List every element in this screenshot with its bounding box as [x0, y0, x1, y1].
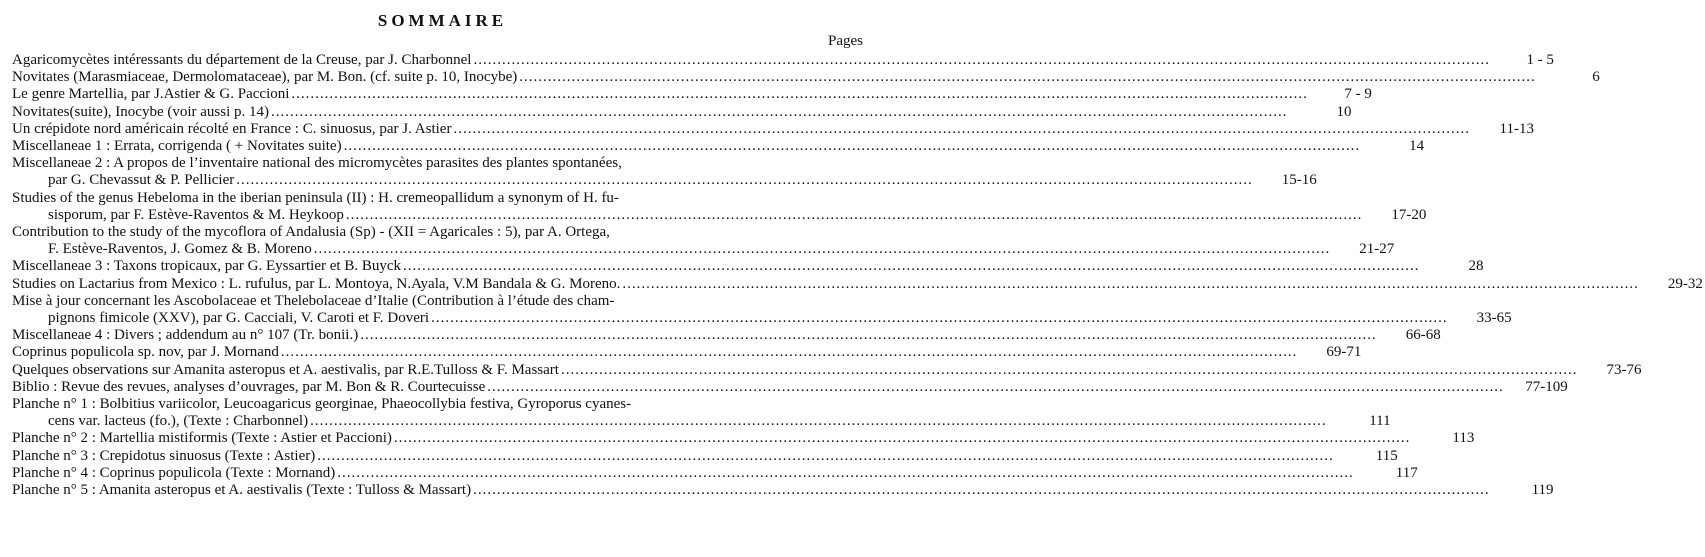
toc-entry	[12, 120, 1534, 138]
toc-entry-pages: 77-109	[1525, 378, 1568, 395]
dot-leader	[360, 327, 1377, 344]
dot-leader	[271, 104, 1288, 121]
dot-leader	[394, 430, 1411, 447]
toc-entry	[12, 52, 1554, 69]
toc-entry-pages: 117	[1395, 464, 1418, 481]
toc-entry	[12, 258, 1484, 275]
dot-leader	[346, 207, 1363, 224]
toc-entry-text: Planche n° 4 : Coprinus populicola (Texte : Mornand)	[12, 464, 336, 481]
page-title: SOMMAIRE	[377, 11, 508, 30]
toc-entry-text: Contribution to the study of the mycoflora of Andalusia (Sp) - (XII = Agaricales : 5), par A. Ortega,	[12, 224, 610, 241]
toc-entry-text: cens var. lacteus (fo.), (Texte : Charbonnel)	[48, 413, 309, 430]
table-of-contents	[12, 52, 1703, 499]
toc-entry	[12, 103, 1352, 121]
toc-entry	[12, 430, 1475, 447]
toc-entry-text: Miscellaneae 1 : Errata, corrigenda ( + Novitates suite)	[12, 138, 342, 155]
dot-leader	[314, 241, 1331, 258]
toc-entry-pages: 29-32	[1667, 275, 1703, 292]
dot-leader	[561, 362, 1578, 379]
dot-leader	[291, 86, 1308, 103]
dot-leader	[519, 69, 1536, 86]
toc-entry	[12, 155, 1317, 189]
toc-entry-pages: 15-16	[1281, 172, 1317, 189]
toc-entry-text: Planche n° 1 : Bolbitius variicolor, Leucoagaricus georginae, Phaeocollybia festiva, Gyroporus cyanes-	[12, 396, 632, 413]
toc-entry-pages: 33-65	[1476, 310, 1512, 327]
toc-entry	[12, 327, 1441, 344]
toc-entry-text: Novitates (Marasmiaceae, Dermolomataceae), par M. Bon. (cf. suite p. 10, Inocybe)	[12, 69, 518, 86]
dot-leader	[473, 52, 1490, 69]
toc-entry-pages: 73-76	[1606, 361, 1642, 378]
toc-entry-pages: 14	[1409, 138, 1425, 155]
dot-leader	[337, 465, 1354, 482]
toc-entry	[12, 396, 1391, 430]
toc-entry	[12, 344, 1362, 361]
toc-entry-text: Un crépidote nord américain récolté en France : C. sinuosus, par J. Astier	[12, 120, 452, 137]
toc-entry-text: Planche n° 5 : Amanita asteropus et A. aestivalis (Texte : Tulloss & Massart)	[12, 482, 472, 499]
toc-entry-text: Studies on Lactarius from Mexico : L. rufulus, par L. Montoya, N.Ayala, V.M Bandala & G. Moreno.	[12, 275, 621, 292]
toc-entry	[12, 292, 1512, 327]
toc-entry-text: pignons fimicole (XXV), par G. Cacciali, V. Caroti et F. Doveri	[48, 310, 430, 327]
toc-entry-pages: 113	[1452, 430, 1475, 447]
toc-entry-text: Miscellaneae 4 : Divers ; addendum au n° 107 (Tr. bonii.)	[12, 327, 359, 344]
toc-entry-text: Miscellaneae 3 : Taxons tropicaux, par G. Eyssartier et B. Buyck	[12, 258, 401, 275]
toc-entry-pages: 6	[1592, 69, 1600, 86]
toc-entry-pages: 21-27	[1359, 241, 1395, 258]
dot-leader	[473, 482, 1490, 499]
toc-entry-pages: 11-13	[1499, 120, 1534, 137]
toc-entry-text: sisporum, par F. Estève-Raventos & M. Heykoop	[48, 206, 344, 223]
toc-entry-text: Quelques observations sur Amanita asteropus et A. aestivalis, par R.E.Tulloss & F. Massart	[12, 361, 559, 378]
toc-entry-text: Studies of the genus Hebeloma in the iberian peninsula (II) : H. cremeopallidum a synonym of H. fu-	[12, 189, 619, 206]
toc-entry-text: Biblio : Revue des revues, analyses d’ouvrages, par M. Bon & R. Courtecuisse	[12, 378, 486, 395]
toc-entry-text: Coprinus populicola sp. nov, par J. Mornand	[12, 344, 279, 361]
toc-entry	[12, 189, 1427, 224]
dot-leader	[622, 276, 1639, 293]
toc-entry-text: Le genre Martellia, par J.Astier & G. Paccioni	[12, 86, 290, 103]
toc-entry-pages: 28	[1468, 258, 1484, 275]
toc-entry	[12, 224, 1395, 258]
toc-entry	[12, 361, 1642, 379]
toc-entry-text: par G. Chevassut & P. Pellicier	[48, 172, 235, 189]
toc-entry-pages: 119	[1531, 482, 1554, 499]
dot-leader	[281, 344, 1298, 361]
toc-entry	[12, 275, 1703, 293]
dot-leader	[344, 138, 1361, 155]
toc-entry-pages: 69-71	[1326, 344, 1362, 361]
toc-entry-pages: 17-20	[1391, 206, 1427, 223]
toc-entry-pages: 66-68	[1405, 327, 1441, 344]
toc-entry	[12, 464, 1418, 482]
toc-entry	[12, 378, 1568, 396]
toc-entry-text: Planche n° 3 : Crepidotus sinuosus (Texte : Astier)	[12, 447, 316, 464]
toc-entry-text: Novitates(suite), Inocybe (voir aussi p. 14)	[12, 103, 270, 120]
toc-entry-text: Planche n° 2 : Martellia mistiformis (Texte : Astier et Paccioni)	[12, 430, 392, 447]
toc-entry-text: F. Estève-Raventos, J. Gomez & B. Moreno	[48, 241, 312, 258]
toc-entry-text: Mise à jour concernant les Ascobolaceae et Thelebolaceae d’Italie (Contribution à l’étude des cham-	[12, 292, 615, 309]
toc-entry-pages: 7 - 9	[1344, 86, 1372, 103]
dot-leader	[431, 310, 1448, 327]
toc-entry-pages: 10	[1336, 103, 1352, 120]
toc-entry-pages: 111	[1369, 413, 1391, 430]
dot-leader	[310, 413, 1327, 430]
toc-entry-text: Agaricomycètes intéressants du département de la Creuse, par J. Charbonnel	[12, 52, 472, 68]
dot-leader	[487, 379, 1504, 396]
toc-entry	[12, 86, 1372, 103]
toc-entry	[12, 69, 1600, 86]
dot-leader	[403, 258, 1420, 275]
toc-entry	[12, 447, 1398, 465]
toc-entry-pages: 1 - 5	[1526, 52, 1554, 68]
toc-entry-text: Miscellaneae 2 : A propos de l’inventaire national des micromycètes parasites des plantes spontanées,	[12, 155, 622, 172]
toc-entry	[12, 482, 1554, 499]
pages-column-label: Pages	[828, 33, 863, 49]
toc-entry	[12, 138, 1425, 155]
dot-leader	[236, 172, 1253, 189]
dot-leader	[317, 448, 1334, 465]
toc-entry-pages: 115	[1375, 447, 1398, 464]
dot-leader	[453, 121, 1470, 138]
